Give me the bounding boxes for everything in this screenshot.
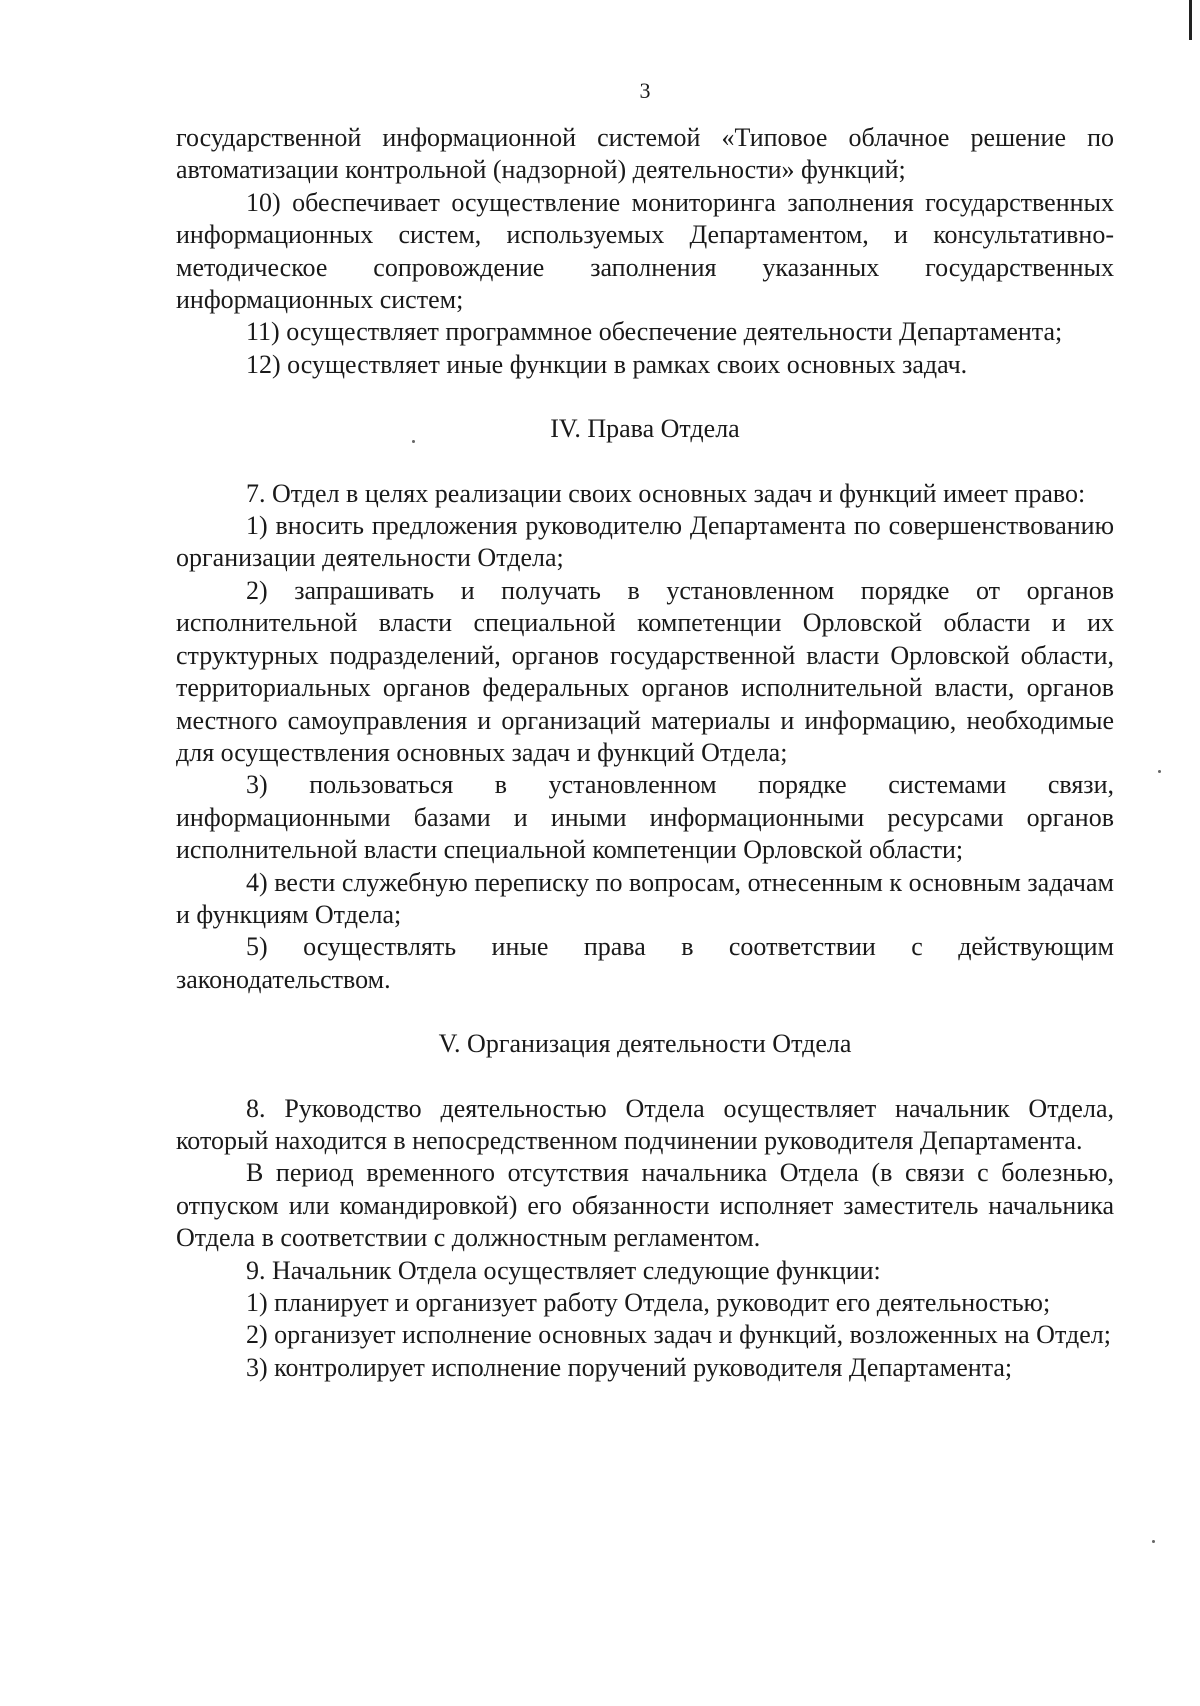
spacer (176, 996, 1114, 1028)
paragraph-function-2: 2) организует исполнение основных задач и функций, возложенных на Отдел; (246, 1320, 1111, 1350)
document-body (176, 122, 1114, 1384)
scan-speck (1158, 770, 1161, 773)
paragraph-function-3: 3) контролирует исполнение поручений руководителя Департамента; (246, 1352, 1013, 1382)
paragraph-item-10: 10) обеспечивает осуществление мониторинга заполнения государственных информационных систем, используемых Департаментом, и консультативно-методическое сопровождение заполнения указанных государственных информационных систем; (176, 187, 1114, 315)
section-heading-v: V. Организация деятельности Отдела (438, 1029, 852, 1059)
spacer (176, 446, 1114, 478)
paragraph-deputy: В период временного отсутствия начальника Отдела (в связи с болезнью, отпуском или командировкой) его обязанности исполняет заместитель начальника Отдела в соответствии с должностным регламентом. (176, 1158, 1114, 1253)
paragraph-right-5: 5) осуществлять иные права в соответствии с действующим законодательством. (176, 932, 1114, 994)
scan-edge-mark (1189, 0, 1192, 40)
spacer (176, 381, 1114, 413)
paragraph-right-2: 2) запрашивать и получать в установленном порядке от органов исполнительной власти специальной компетенции Орловской области и их структурных подразделений, органов государственной власти Орловской области, территориальных органов федеральных органов исполнительной власти, органов местного самоуправления и организаций материалы и информацию, необходимые для осуществления основных задач и функций Отдела; (176, 575, 1114, 767)
paragraph-clause-9: 9. Начальник Отдела осуществляет следующие функции: (246, 1255, 881, 1285)
paragraph-clause-8: 8. Руководство деятельностью Отдела осуществляет начальник Отдела, который находится в непосредственном подчинении руководителя Департамента. (176, 1093, 1114, 1155)
paragraph-function-1: 1) планирует и организует работу Отдела, руководит его деятельностью; (246, 1288, 1051, 1317)
spacer (176, 1061, 1114, 1093)
section-heading-iv: IV. Права Отдела (550, 414, 740, 444)
paragraph-right-3: 3) пользоваться в установленном порядке системами связи, информационными базами и иными информационными ресурсами органов исполнительной власти специальной компетенции Орловской области; (176, 770, 1114, 865)
paragraph-item-12: 12) осуществляет иные функции в рамках своих основных задач. (246, 349, 968, 379)
paragraph-continuation: государственной информационной системой «Типовое облачное решение по автоматизации контрольной (надзорной) деятельности» функций; (176, 123, 1114, 185)
scan-speck (1152, 1540, 1155, 1543)
paragraph-item-11: 11) осуществляет программное обеспечение деятельности Департамента; (246, 317, 1063, 347)
paragraph-right-1: 1) вносить предложения руководителю Департамента по совершенствованию организации деятельности Отдела; (176, 511, 1114, 573)
paragraph-right-4: 4) вести служебную переписку по вопросам, отнесенным к основным задачам и функциям Отдела; (176, 867, 1114, 929)
page-number: 3 (639, 78, 651, 103)
paragraph-clause-7: 7. Отдел в целях реализации своих основных задач и функций имеет право: (246, 478, 1086, 508)
